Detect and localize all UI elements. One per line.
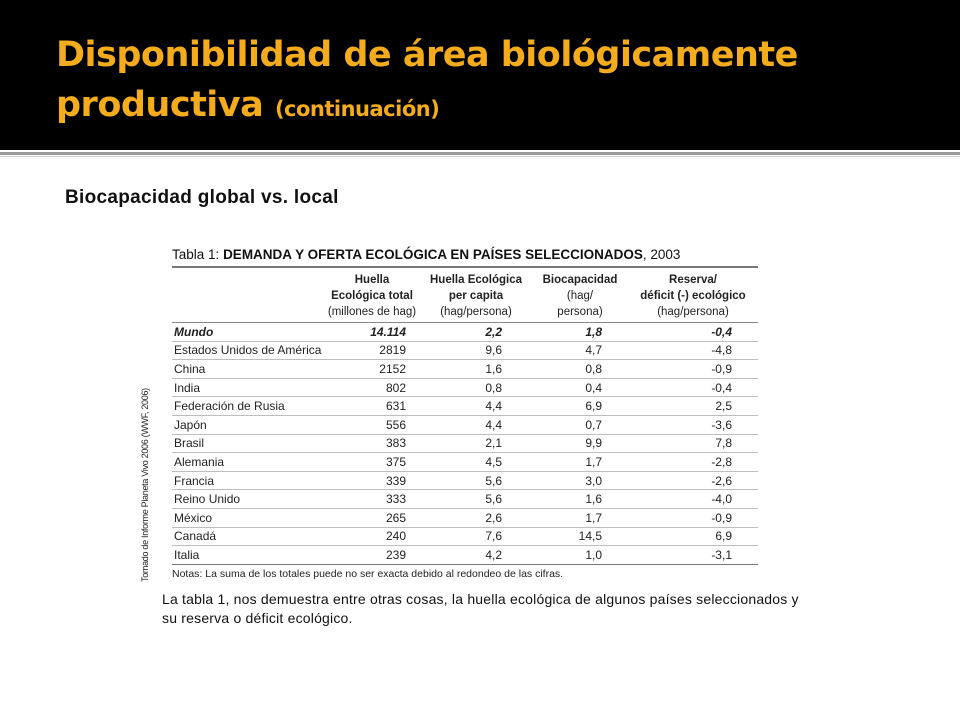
ecological-table	[172, 244, 758, 580]
divider-thin	[0, 156, 960, 157]
table-cell: -4,0	[628, 490, 758, 509]
slide-title	[56, 30, 936, 134]
table-cell: 14.114	[324, 323, 420, 342]
divider	[0, 152, 960, 155]
table-cell: -0,4	[628, 378, 758, 397]
table-cell: 240	[324, 527, 420, 546]
table-cell: 5,6	[420, 490, 532, 509]
table-cell: 0,8	[420, 378, 532, 397]
table-cell: -2,8	[628, 453, 758, 472]
column-header-biocapacity: Biocapacidad (hag/ persona)	[532, 268, 628, 323]
table-title	[172, 244, 758, 266]
table-cell: -2,6	[628, 471, 758, 490]
table-cell: 9,6	[420, 341, 532, 360]
table-row	[172, 546, 758, 565]
table-row	[172, 323, 758, 342]
table-row	[172, 490, 758, 509]
table-row	[172, 508, 758, 527]
table-cell: 383	[324, 434, 420, 453]
table-row	[172, 471, 758, 490]
table-cell: 2,2	[420, 323, 532, 342]
table-body	[172, 323, 758, 565]
table-row	[172, 341, 758, 360]
table-cell: 4,7	[532, 341, 628, 360]
table-cell: India	[172, 378, 324, 397]
table-cell: 333	[324, 490, 420, 509]
table-cell: 4,4	[420, 397, 532, 416]
table-cell: China	[172, 360, 324, 379]
table-cell: 339	[324, 471, 420, 490]
table-cell: 556	[324, 415, 420, 434]
table-cell: 3,0	[532, 471, 628, 490]
table-cell: 5,6	[420, 471, 532, 490]
table-cell: 1,6	[420, 360, 532, 379]
table-cell: 0,4	[532, 378, 628, 397]
table-label: Tabla 1:	[172, 247, 220, 262]
table-cell: 0,8	[532, 360, 628, 379]
table-cell: 4,5	[420, 453, 532, 472]
table-cell: México	[172, 508, 324, 527]
table-cell: 6,9	[532, 397, 628, 416]
table-cell: Reino Unido	[172, 490, 324, 509]
slide-title-main: Disponibilidad de área biológicamente productiva	[56, 35, 798, 125]
table-cell: 2,1	[420, 434, 532, 453]
table-cell: 0,7	[532, 415, 628, 434]
table-cell: 6,9	[628, 527, 758, 546]
table-row	[172, 527, 758, 546]
table-cell: -3,6	[628, 415, 758, 434]
slide-subtitle: Biocapacidad global vs. local	[65, 187, 339, 208]
table-cell: 4,4	[420, 415, 532, 434]
title-bar	[0, 0, 960, 150]
table-row	[172, 397, 758, 416]
table-row	[172, 360, 758, 379]
table-cell: 1,7	[532, 508, 628, 527]
table-cell: 7,6	[420, 527, 532, 546]
table-cell: Francia	[172, 471, 324, 490]
table-row	[172, 453, 758, 472]
table-cell: 1,6	[532, 490, 628, 509]
table-cell: Mundo	[172, 323, 324, 342]
table-cell: 14,5	[532, 527, 628, 546]
source-note: Tomado de Informe Planeta Vivo 2006 (WWF, 2006)	[140, 388, 150, 582]
table-cell: -3,1	[628, 546, 758, 565]
column-header-country	[172, 268, 324, 323]
table-cell: -0,9	[628, 508, 758, 527]
table-cell: 4,2	[420, 546, 532, 565]
table-row	[172, 415, 758, 434]
table-row	[172, 378, 758, 397]
data-table	[172, 268, 758, 565]
table-cell: 9,9	[532, 434, 628, 453]
table-cell: Brasil	[172, 434, 324, 453]
table-cell: 1,8	[532, 323, 628, 342]
table-cell: 375	[324, 453, 420, 472]
table-year: , 2003	[642, 247, 681, 262]
table-cell: -0,4	[628, 323, 758, 342]
table-cell: -0,9	[628, 360, 758, 379]
table-cell: 1,7	[532, 453, 628, 472]
table-cell: Japón	[172, 415, 324, 434]
table-cell: Alemania	[172, 453, 324, 472]
column-header-total-footprint: Huella Ecológica total (millones de hag)	[324, 268, 420, 323]
table-cell: 239	[324, 546, 420, 565]
table-cell: 2819	[324, 341, 420, 360]
table-cell: 1,0	[532, 546, 628, 565]
column-header-per-capita: Huella Ecológica per capita (hag/persona)	[420, 268, 532, 323]
table-note: Notas: La suma de los totales puede no ser exacta debido al redondeo de las cifras.	[172, 567, 564, 580]
table-cell: Italia	[172, 546, 324, 565]
table-cell: Federación de Rusia	[172, 397, 324, 416]
table-heading: DEMANDA Y OFERTA ECOLÓGICA EN PAÍSES SELECCIONADOS	[223, 247, 643, 262]
table-cell: Canadá	[172, 527, 324, 546]
table-cell: 631	[324, 397, 420, 416]
table-cell: 2152	[324, 360, 420, 379]
column-header-reserve: Reserva/ déficit (-) ecológico (hag/persona)	[628, 268, 758, 323]
table-cell: 7,8	[628, 434, 758, 453]
table-cell: Estados Unidos de América	[172, 341, 324, 360]
table-cell: 2,6	[420, 508, 532, 527]
table-cell: 2,5	[628, 397, 758, 416]
slide-title-sub: (continuación)	[274, 97, 440, 121]
table-cell: 802	[324, 378, 420, 397]
caption-text: La tabla 1, nos demuestra entre otras cosas, la huella ecológica de algunos países seleccionados y su reserva o déficit ecológico.	[162, 591, 799, 626]
table-row	[172, 434, 758, 453]
table-cell: 265	[324, 508, 420, 527]
table-cell: -4,8	[628, 341, 758, 360]
table-header-row	[172, 268, 758, 323]
